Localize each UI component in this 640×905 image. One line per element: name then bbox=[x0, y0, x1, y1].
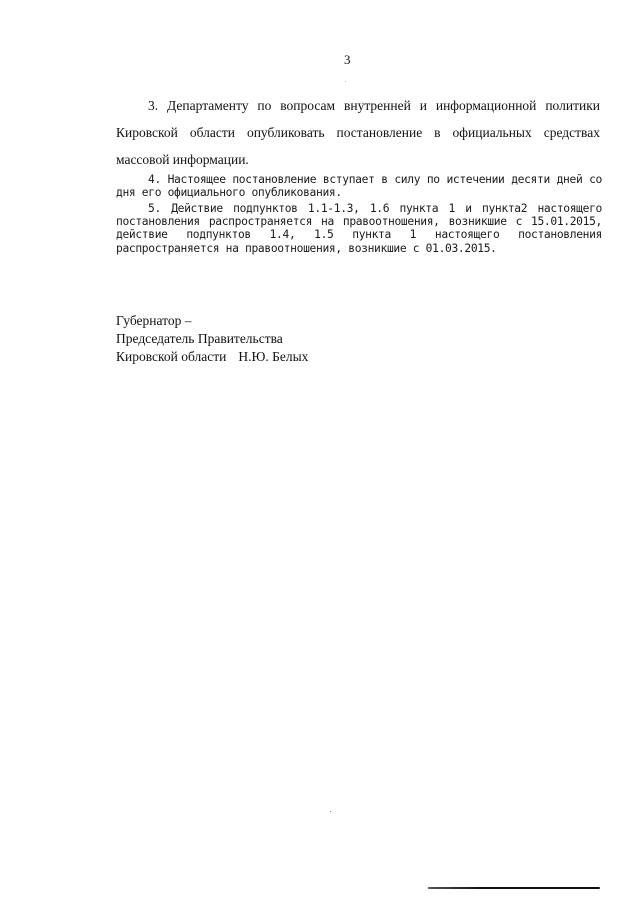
signature-block bbox=[116, 312, 308, 366]
signature-name: Н.Ю. Белых bbox=[238, 349, 309, 364]
page-number: 3 bbox=[344, 52, 351, 67]
paragraph-4-text: 4. Настоящее постановление вступает в силу по истечении десяти дней со дня его официального опубликования. bbox=[116, 173, 602, 200]
paragraph-3 bbox=[116, 92, 600, 173]
signature-region-line bbox=[116, 348, 308, 366]
signature-title: Губернатор – bbox=[116, 313, 192, 328]
paragraph-5-text: 5. Действие подпунктов 1.1-1.3, 1.6 пункта 1 и пункта2 настоящего постановления распространяется на правоотношения, возникшие с 15.01.2015, действие подпунктов 1.4, 1.5 пункта 1 настоящего постановления распространяется на правоотношения, возникшие с 01.03.2015. bbox=[116, 202, 602, 255]
paragraph-4 bbox=[116, 173, 602, 199]
scan-speck bbox=[345, 81, 346, 82]
signature-position: Председатель Правительства bbox=[116, 331, 283, 346]
paragraph-5 bbox=[116, 202, 602, 255]
paragraph-3-text: 3. Департаменту по вопросам внутренней и информационной политики Кировской области опубликовать постановление в официальных средствах массовой информации. bbox=[116, 98, 600, 167]
scan-speck bbox=[330, 811, 331, 812]
signature-region: Кировской области bbox=[116, 349, 227, 364]
bottom-rule bbox=[428, 887, 600, 889]
